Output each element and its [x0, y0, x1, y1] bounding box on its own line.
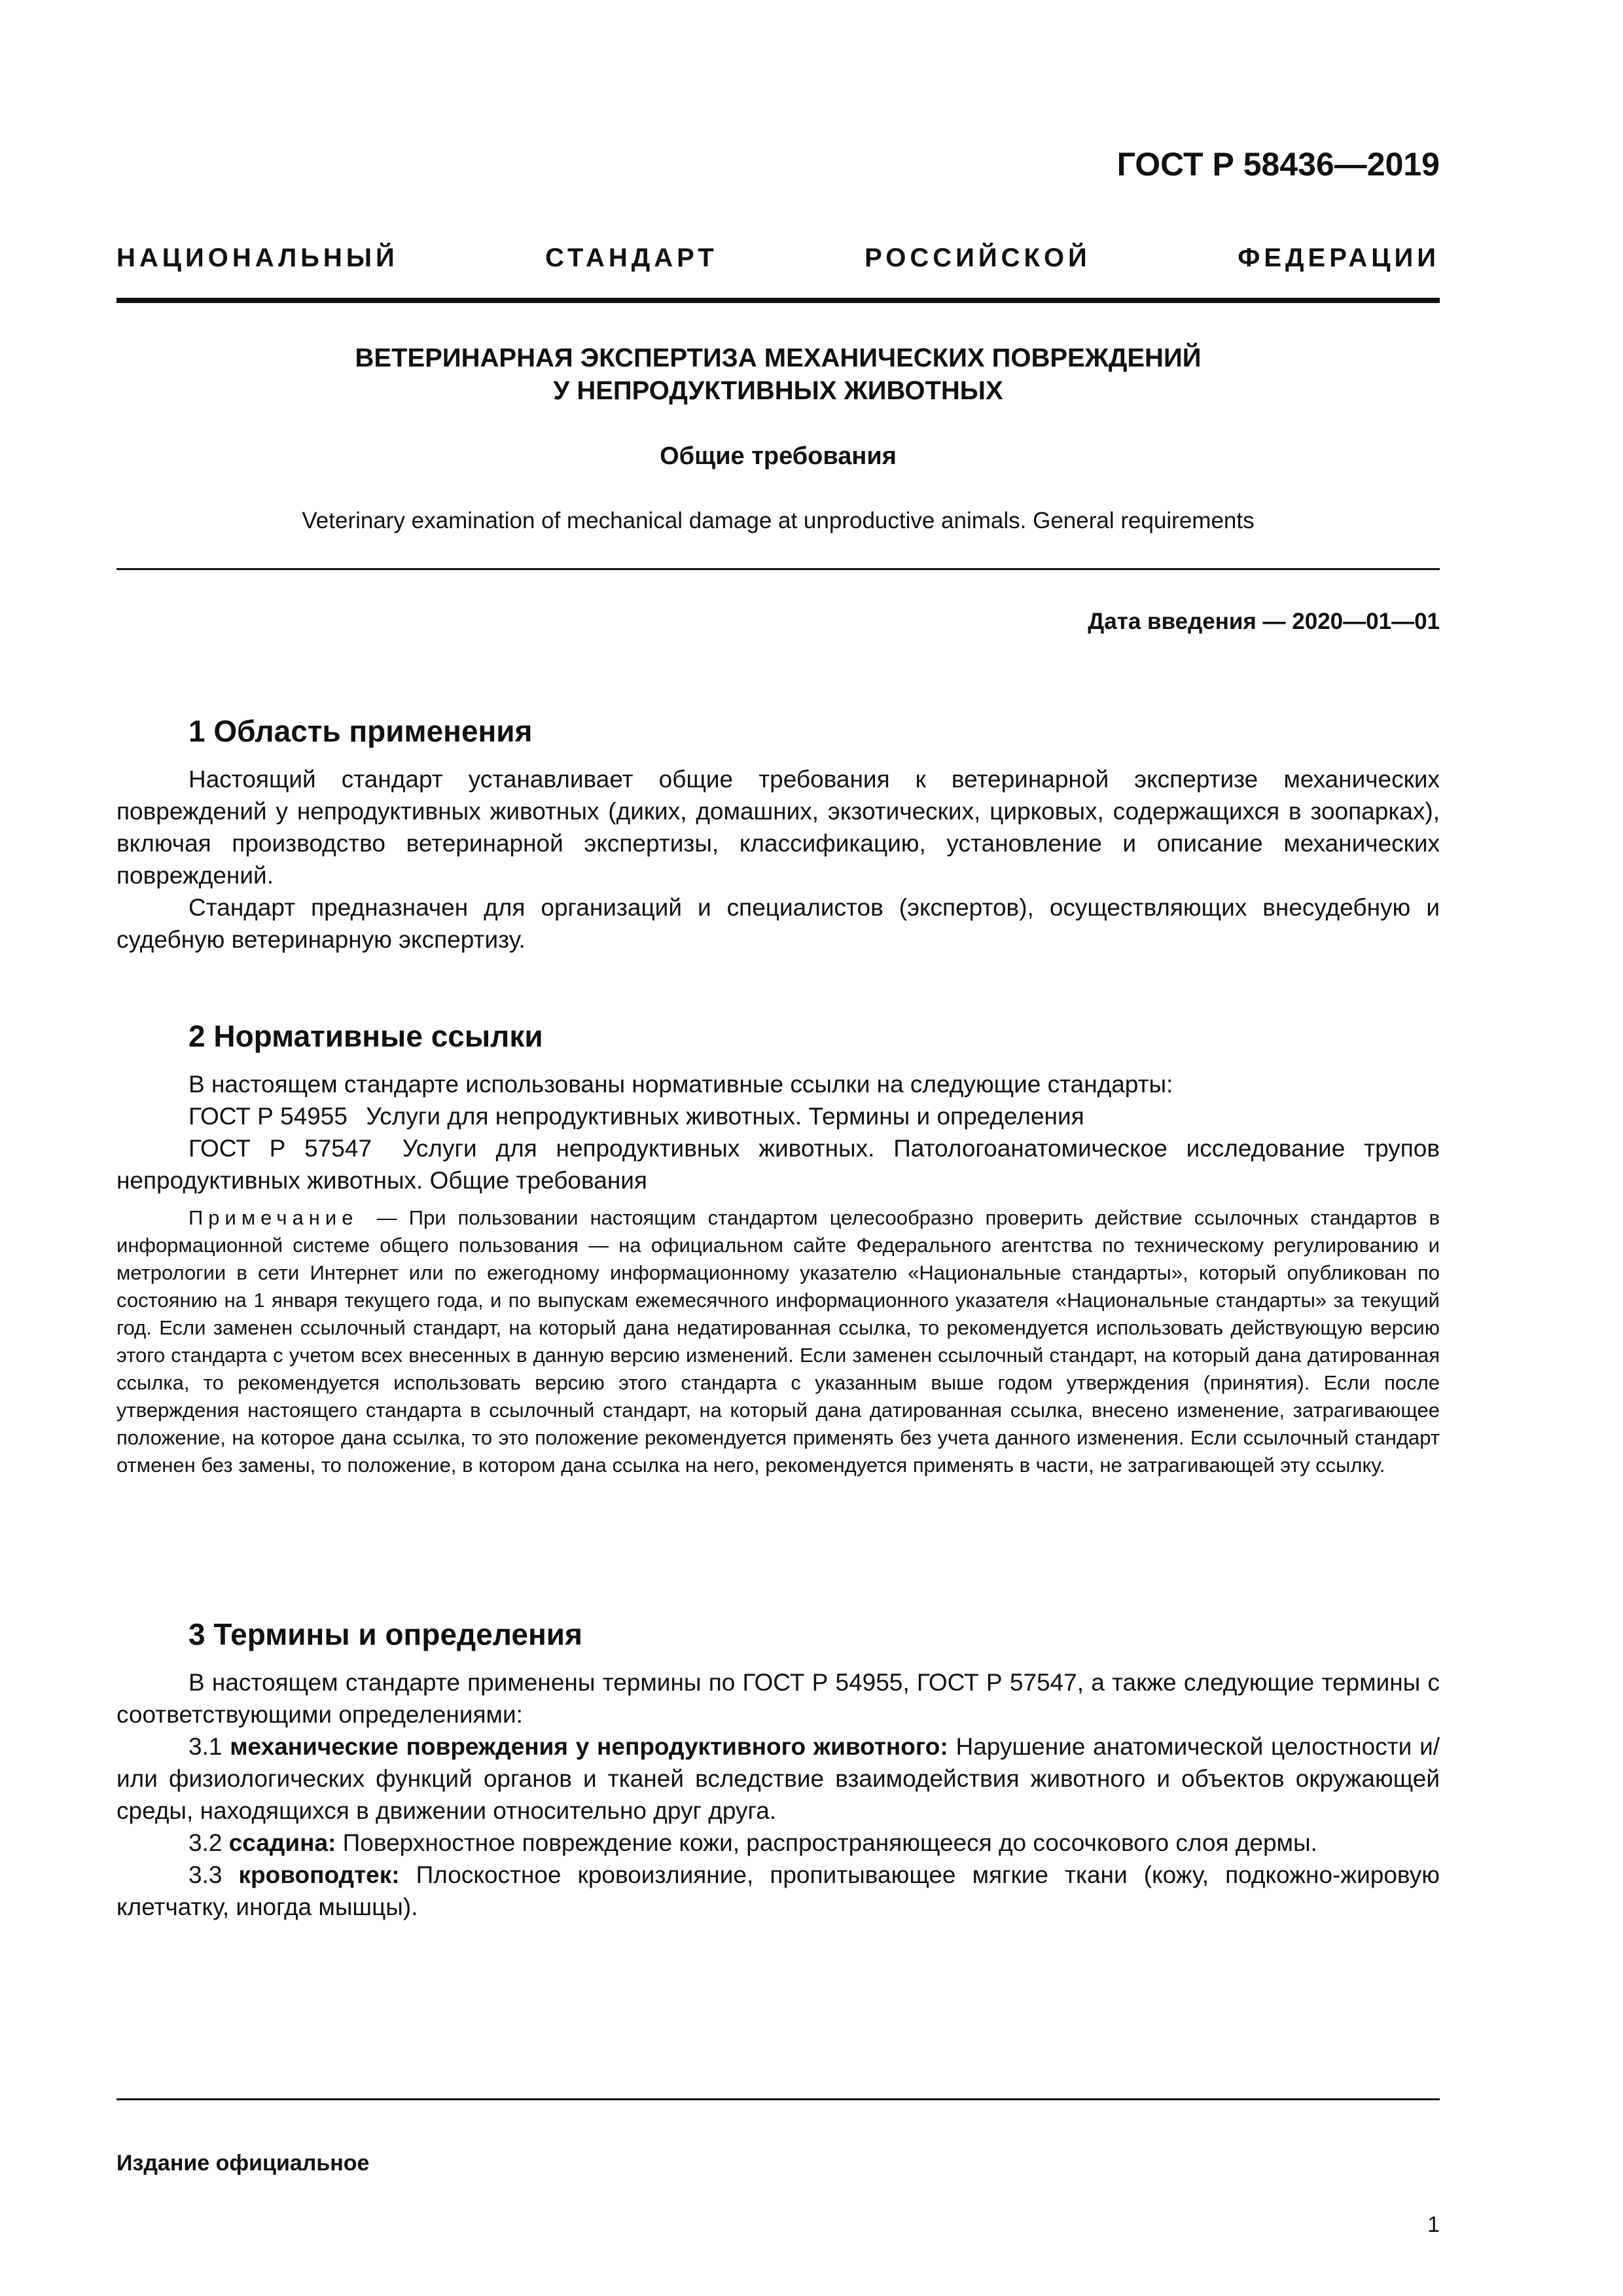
term-definition: Поверхностное повреждение кожи, распространяющееся до сосочкового слоя дермы. [342, 1829, 1317, 1856]
national-standard-title: НАЦИОНАЛЬНЫЙ СТАНДАРТ РОССИЙСКОЙ ФЕДЕРАЦИИ [116, 243, 1440, 272]
term-definition: Нарушение анатомической целостности и/или физиологических функций органов и тканей вследствие взаимодействия животного и объектов окружающей среды, находящихся в движении относительно друг друга. [116, 1733, 1440, 1824]
paragraph: В настоящем стандарте использованы нормативные ссылки на следующие стандарты: [188, 1071, 1173, 1098]
term-name: механические повреждения у непродуктивного животного: [230, 1733, 948, 1760]
note-text: — При пользовании настоящим стандартом целесообразно проверить действие ссылочных стандартов в информационной системе общего пользования — на официальном сайте Федерального агентства по техническому регулированию и метрологии в сети Интернет или по ежегодному информационному указателю «Национальные стандарты», который опубликован по состоянию на 1 января текущего года, и по выпускам ежемесячного информационного указателя «Национальные стандарты» за текущий год. Если заменен ссылочный стандарт, на который дана недатированная ссылка, то рекомендуется использовать действующую версию этого стандарта с учетом всех внесенных в данную версию изменений. Если заменен ссылочный стандарт, на который дана датированная ссылка, то рекомендуется использовать версию этого стандарта с указанным выше годом утверждения (принятия). Если после утверждения настоящего стандарта в ссылочный стандарт, на который дана датированная ссылка, внесено изменение, затрагивающее положение, на которое дана ссылка, то это положение рекомендуется применять без учета данного изменения. Если ссылочный стандарт отменен без замены, то положение, в котором дана ссылка на него, рекомендуется применять в части, не затрагивающей эту ссылку. [116, 1206, 1440, 1477]
paragraph: Настоящий стандарт устанавливает общие требования к ветеринарной экспертизе механических повреждений у непродуктивных животных (диких, домашних, экзотических, цирковых, содержащихся в зоопарках), включая производство ветеринарной экспертизы, классификацию, установление и описание механических повреждений. [116, 766, 1440, 889]
paragraph: Стандарт предназначен для организаций и специалистов (экспертов), осуществляющих внесудебную и судебную ветеринарную экспертизу. [116, 894, 1440, 953]
paragraph: В настоящем стандарте применены термины по ГОСТ Р 54955, ГОСТ Р 57547, а также следующие термины с соответствующими определениями: [116, 1669, 1440, 1728]
reference-code: ГОСТ Р 57547 [188, 1135, 372, 1162]
footer-rule [116, 2098, 1440, 2100]
header-rule [116, 298, 1440, 303]
title-line-1: ВЕТЕРИНАРНАЯ ЭКСПЕРТИЗА МЕХАНИЧЕСКИХ ПОВРЕЖДЕНИЙ [355, 344, 1202, 372]
section-heading: 1 Область применения [188, 714, 533, 748]
term-name: ссадина: [228, 1829, 336, 1856]
term-definition: Плоскостное кровоизлияние, пропитывающее мягкие ткани (кожу, подкожно-жировую клетчатку, иногда мышцы). [116, 1861, 1440, 1920]
section-heading: 2 Нормативные ссылки [188, 1019, 543, 1053]
document-title [116, 342, 1440, 407]
page-number: 1 [1427, 2212, 1440, 2237]
reference-item [116, 1132, 1440, 1196]
introduction-date: Дата введения — 2020—01—01 [1088, 609, 1440, 634]
term-entry [116, 1827, 1440, 1859]
reference-title: Услуги для непродуктивных животных. Патологоанатомическое исследование трупов непродуктивных животных. Общие требования [116, 1135, 1440, 1194]
term-number: 3.1 [188, 1733, 223, 1760]
document-subtitle: Общие требования [660, 442, 897, 470]
standard-number: ГОСТ Р 58436—2019 [1116, 146, 1440, 183]
term-name: кровоподтек: [238, 1861, 400, 1888]
reference-code: ГОСТ Р 54955 [188, 1103, 348, 1130]
official-edition-label: Издание официальное [116, 2151, 370, 2176]
term-entry [116, 1859, 1440, 1923]
term-number: 3.3 [188, 1861, 223, 1888]
english-title: Veterinary examination of mechanical damage at unproductive animals. General requirements [302, 508, 1255, 533]
section-normative-references [116, 1018, 1440, 1479]
note [116, 1204, 1440, 1479]
section-scope [116, 713, 1440, 956]
term-number: 3.2 [188, 1829, 223, 1856]
term-entry [116, 1731, 1440, 1827]
section-heading: 3 Термины и определения [188, 1617, 582, 1651]
note-label: Примечание [188, 1206, 359, 1229]
section-terms-definitions [116, 1617, 1440, 1923]
reference-item [116, 1100, 1440, 1132]
title-line-2: У НЕПРОДУКТИВНЫХ ЖИВОТНЫХ [553, 376, 1003, 405]
reference-title: Услуги для непродуктивных животных. Термины и определения [366, 1103, 1084, 1130]
title-rule [116, 568, 1440, 570]
